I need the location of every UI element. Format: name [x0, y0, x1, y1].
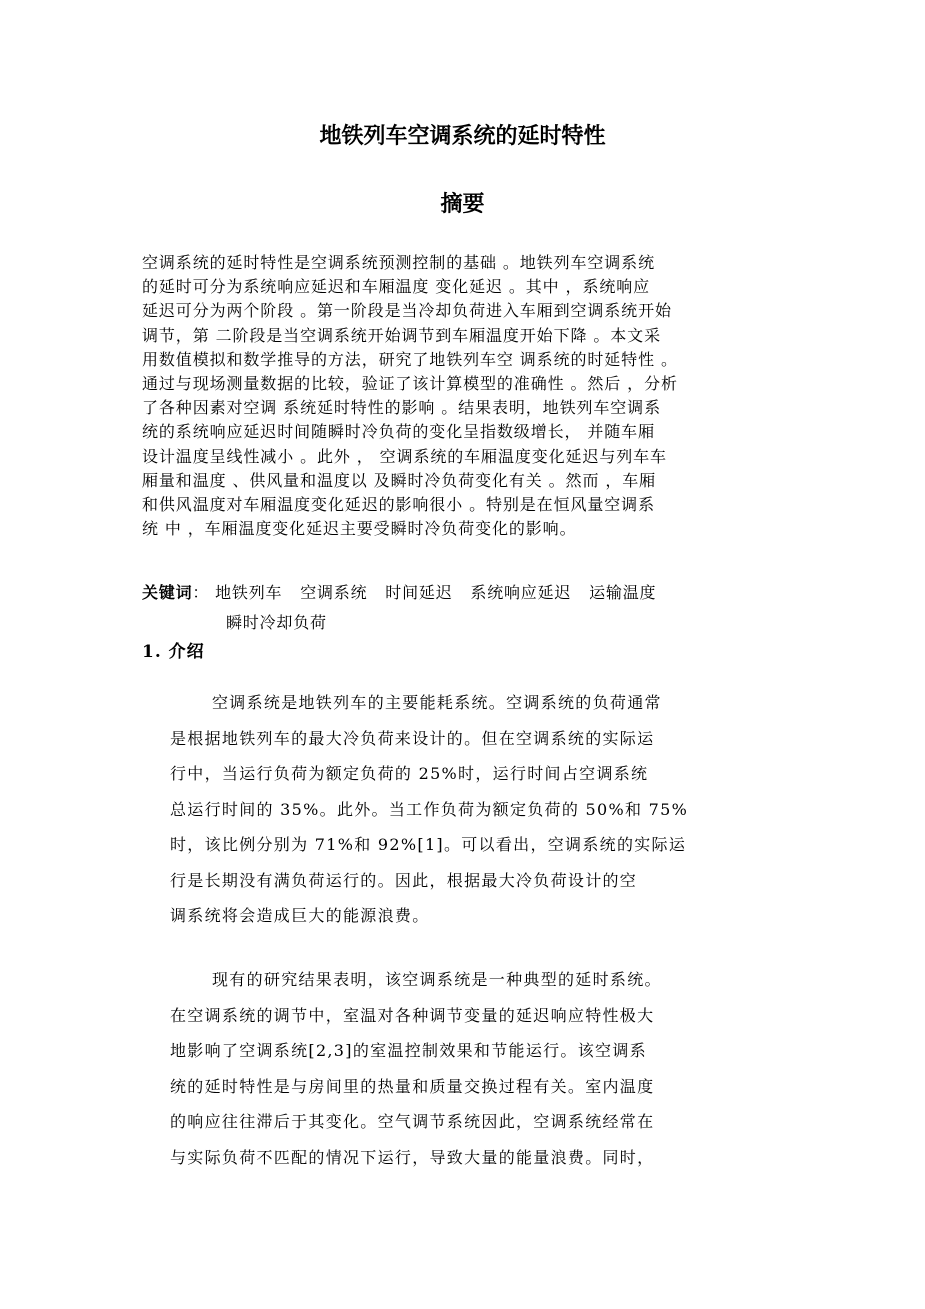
abstract-line: 和供风温度对车厢温度变化延迟的影响很小 。特别是在恒风量空调系: [142, 494, 655, 514]
abstract-body: [142, 251, 787, 541]
paragraph-line: 调系统将会造成巨大的能源浪费。: [170, 906, 430, 925]
keyword: 时间延迟: [385, 583, 453, 602]
paragraph-line: 总运行时间的 35%。此外。当工作负荷为额定负荷的 50%和 75%: [170, 799, 689, 819]
paragraph-line: 在空调系统的调节中，室温对各种调节变量的延迟响应特性极大: [170, 1005, 655, 1025]
abstract-heading: 摘要: [440, 192, 485, 217]
keyword: 瞬时冷却负荷: [226, 613, 327, 632]
abstract-line: 空调系统的延时特性是空调系统预测控制的基础 。地铁列车空调系统: [142, 253, 655, 272]
body-paragraph: [170, 685, 770, 934]
abstract-line: 统的系统响应延迟时间随瞬时冷负荷的变化呈指数级增长， 并随车厢: [142, 422, 655, 442]
paragraph-line: 是根据地铁列车的最大冷负荷来设计的。但在空调系统的实际运: [170, 728, 655, 748]
abstract-line: 用数值模拟和数学推导的方法，研究了地铁列车空 调系统的时延特性 。: [142, 349, 678, 369]
abstract-line: 厢量和温度 、供风量和温度以 及瞬时冷负荷变化有关 。然而 ，车厢: [142, 470, 657, 490]
paragraph-line: 时，该比例分别为 71%和 92%[1]。可以看出，空调系统的实际运: [170, 835, 687, 854]
abstract-line: 了各种因素对空调 系统延时特性的影响 。结果表明，地铁列车空调系: [142, 398, 661, 418]
abstract-line: 调节，第 二阶段是当空调系统开始调节到车厢温度开始下降 。本文采: [142, 325, 661, 345]
paragraph-line: 与实际负荷不匹配的情况下运行，导致大量的能量浪费。同时，: [170, 1147, 655, 1167]
paragraph-line: 统的延时特性是与房间里的热量和质量交换过程有关。室内温度: [170, 1076, 655, 1096]
paragraph-line: 空调系统是地铁列车的主要能耗系统。空调系统的负荷通常: [212, 693, 662, 712]
keyword: 空调系统: [300, 583, 368, 602]
document-title: 地铁列车空调系统的延时特性: [319, 124, 606, 149]
body-paragraph: [170, 962, 770, 1175]
abstract-line: 统 中 ，车厢温度变化延迟主要受瞬时冷负荷变化的影响。: [142, 519, 577, 539]
paragraph-line: 地影响了空调系统[2,3]的室温控制效果和节能运行。该空调系: [170, 1041, 647, 1060]
abstract-line: 设计温度呈线性减小 。此外 ， 空调系统的车厢温度变化延迟与列车车: [142, 446, 667, 466]
abstract-line: 的延时可分为系统响应延迟和车厢温度 变化延迟 。其中 ，系统响应: [142, 277, 651, 297]
keywords-label: 关键词: [142, 583, 193, 602]
keyword: 系统响应延迟: [470, 583, 572, 602]
paragraph-line: 行是长期没有满负荷运行的。因此，根据最大冷负荷设计的空: [170, 870, 638, 890]
paragraph-line: 行中，当运行负荷为额定负荷的 25%时，运行时间占空调系统: [170, 764, 649, 783]
abstract-line: 通过与现场测量数据的比较，验证了该计算模型的准确性 。然后 ，分析: [142, 373, 678, 393]
keywords-row: [142, 578, 802, 608]
keywords-row: [142, 608, 802, 638]
paragraph-line: 的响应往往滞后于其变化。空气调节系统因此，空调系统经常在: [170, 1112, 655, 1131]
paragraph-line: 现有的研究结果表明，该空调系统是一种典型的延时系统。: [212, 970, 662, 989]
section-heading: 1. 介绍: [142, 642, 205, 662]
keywords-separator: ：: [192, 583, 210, 602]
keyword: 运输温度: [589, 583, 657, 602]
keyword: 地铁列车: [215, 583, 283, 602]
abstract-line: 延迟可分为两个阶段 。第一阶段是当冷却负荷进入车厢到空调系统开始: [142, 301, 672, 321]
keywords-block: [142, 578, 802, 638]
